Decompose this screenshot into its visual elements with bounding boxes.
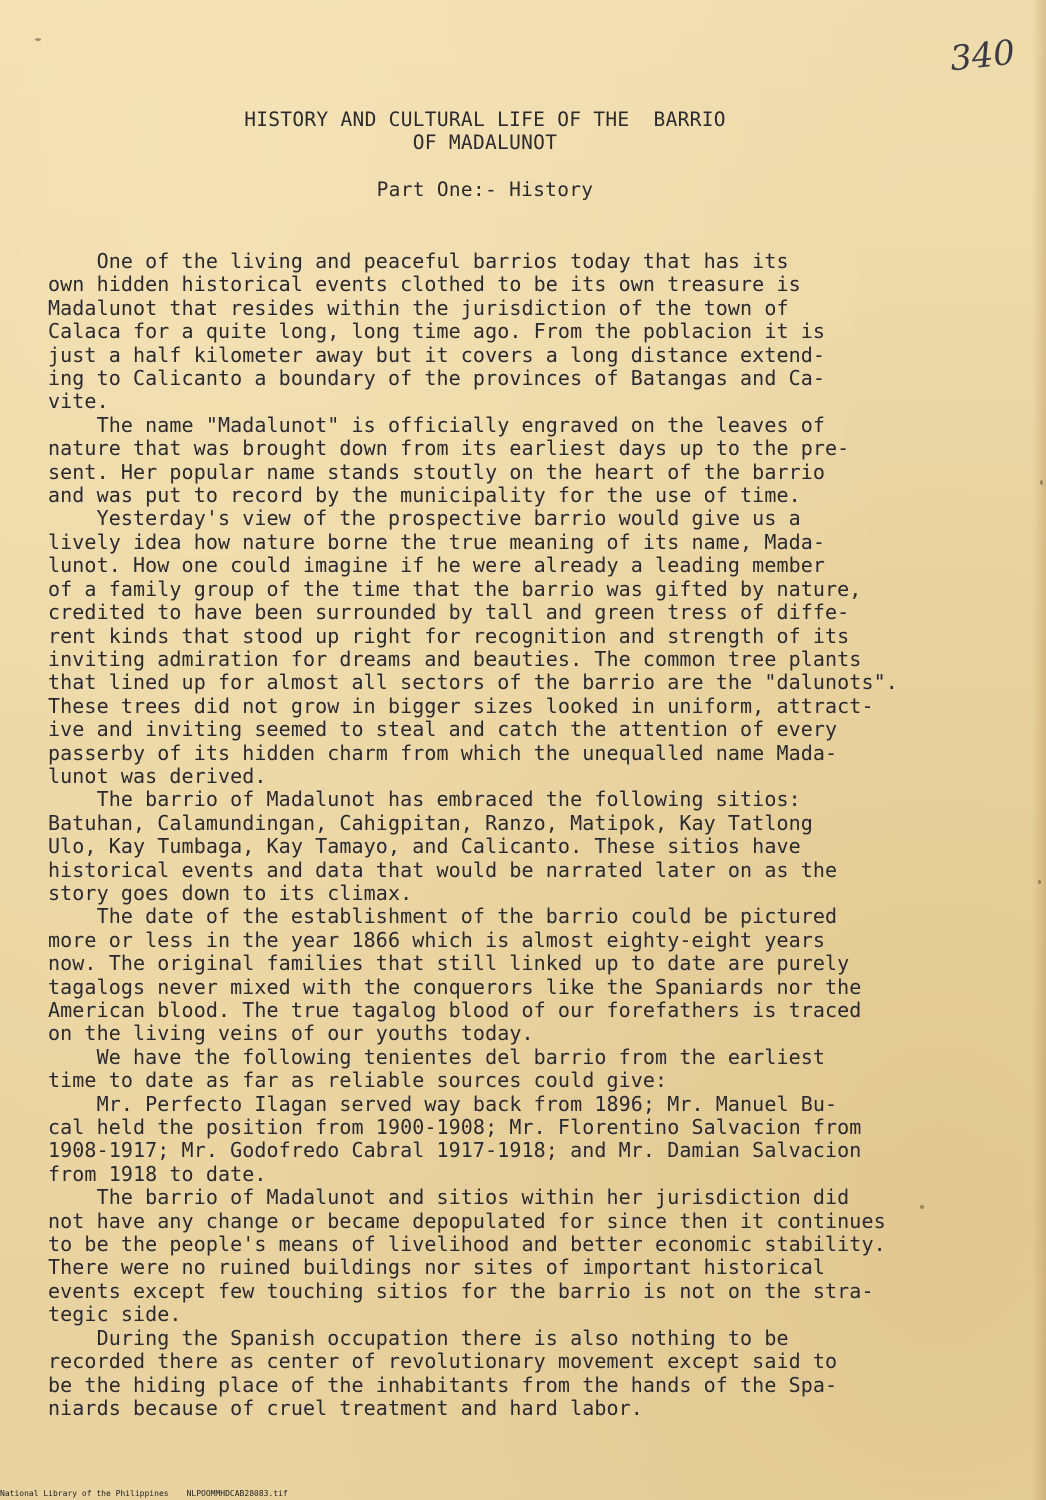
body-line: historical events and data that would be narrated later on as the bbox=[48, 857, 838, 882]
scan-footer bbox=[0, 1489, 306, 1498]
handwritten-page-number: 340 bbox=[948, 32, 1017, 80]
body-line: ive and inviting seemed to steal and catch the attention of every bbox=[48, 717, 838, 742]
body-line: not have any change or became depopulated for since then it continues bbox=[48, 1208, 886, 1233]
body-line: Calaca for a quite long, long time ago. From the poblacion it is bbox=[48, 319, 826, 344]
body-line: that lined up for almost all sectors of the barrio are the "dalunots". bbox=[48, 670, 898, 695]
body-line: nature that was brought down from its earliest days up to the pre- bbox=[48, 436, 850, 461]
body-line: Ulo, Kay Tumbaga, Kay Tamayo, and Calicanto. These sitios have bbox=[48, 834, 801, 859]
body-line: inviting admiration for dreams and beauties. The common tree plants bbox=[48, 646, 862, 671]
body-text bbox=[48, 250, 1038, 1420]
body-line: credited to have been surrounded by tall and green tress of diffe- bbox=[48, 600, 850, 625]
body-line: to be the people's means of livelihood and better economic stability. bbox=[48, 1232, 886, 1257]
section-subtitle: Part One:- History bbox=[376, 178, 594, 201]
body-line: The name "Madalunot" is officially engraved on the leaves of bbox=[48, 412, 826, 437]
body-line: niards because of cruel treatment and hard labor. bbox=[48, 1395, 643, 1420]
paper-speck bbox=[920, 1205, 924, 1209]
body-line: now. The original families that still linked up to date are purely bbox=[48, 951, 850, 976]
body-line: Yesterday's view of the prospective barrio would give us a bbox=[48, 506, 801, 531]
body-line: on the living veins of our youths today. bbox=[48, 1021, 534, 1046]
body-line: American blood. The true tagalog blood of our forefathers is traced bbox=[48, 998, 862, 1022]
body-line: These trees did not grow in bigger sizes looked in uniform, attract- bbox=[48, 693, 874, 718]
body-line: be the hiding place of the inhabitants from the hands of the Spa- bbox=[48, 1372, 838, 1397]
body-line: During the Spanish occupation there is also nothing to be bbox=[48, 1325, 789, 1350]
paper-speck bbox=[1040, 480, 1043, 485]
body-line: One of the living and peaceful barrios today that has its bbox=[48, 249, 789, 273]
body-line: Batuhan, Calamundingan, Cahigpitan, Ranzo, Matipok, Kay Tatlong bbox=[48, 810, 813, 835]
paper-speck bbox=[1038, 880, 1041, 884]
body-line: The barrio of Madalunot has embraced the following sitios: bbox=[48, 787, 801, 812]
body-line: from 1918 to date. bbox=[48, 1161, 267, 1186]
body-line: tagalogs never mixed with the conquerors like the Spaniards nor the bbox=[48, 974, 862, 999]
body-line: sent. Her popular name stands stoutly on the heart of the barrio bbox=[48, 459, 826, 484]
body-line: 1908-1917; Mr. Godofredo Cabral 1917-1918; and Mr. Damian Salvacion bbox=[48, 1138, 862, 1163]
footer-institution: National Library of the Philippines bbox=[0, 1489, 169, 1498]
body-line: time to date as far as reliable sources could give: bbox=[48, 1068, 668, 1093]
body-line: own hidden historical events clothed to be its own treasure is bbox=[48, 272, 801, 297]
body-line: We have the following tenientes del barrio from the earliest bbox=[48, 1044, 826, 1069]
body-line: just a half kilometer away but it covers a long distance extend- bbox=[48, 342, 826, 367]
body-line: recorded there as center of revolutionary movement except said to bbox=[48, 1349, 838, 1374]
body-line: passerby of its hidden charm from which the unequalled name Mada- bbox=[48, 740, 838, 765]
body-line: story goes down to its climax. bbox=[48, 880, 413, 905]
body-line: vite. bbox=[48, 389, 109, 414]
document-title bbox=[0, 108, 970, 154]
body-line: lunot was derived. bbox=[48, 763, 267, 788]
body-line: The barrio of Madalunot and sitios within her jurisdiction did bbox=[48, 1185, 850, 1210]
body-line: of a family group of the time that the barrio was gifted by nature, bbox=[48, 576, 862, 601]
body-line: events except few touching sitios for the barrio is not on the stra- bbox=[48, 1278, 874, 1303]
body-line: lively idea how nature borne the true meaning of its name, Mada- bbox=[48, 529, 826, 554]
body-line: cal held the position from 1900-1908; Mr. Florentino Salvacion from bbox=[48, 1115, 862, 1140]
body-line: ing to Calicanto a boundary of the provinces of Batangas and Ca- bbox=[48, 366, 826, 391]
body-line: more or less in the year 1866 which is almost eighty-eight years bbox=[48, 927, 826, 952]
title-line-1: HISTORY AND CULTURAL LIFE OF THE BARRIO bbox=[244, 108, 726, 131]
body-line: and was put to record by the municipality for the use of time. bbox=[48, 483, 801, 508]
body-line: Mr. Perfecto Ilagan served way back from 1896; Mr. Manuel Bu- bbox=[48, 1091, 838, 1116]
body-line: lunot. How one could imagine if he were already a leading member bbox=[48, 553, 826, 578]
body-line: rent kinds that stood up right for recognition and strength of its bbox=[48, 623, 850, 648]
paper-speck bbox=[35, 38, 41, 41]
body-line: The date of the establishment of the barrio could be pictured bbox=[48, 904, 838, 929]
body-line: Madalunot that resides within the jurisdiction of the town of bbox=[48, 295, 789, 320]
body-line: There were no ruined buildings nor sites of important historical bbox=[48, 1255, 826, 1280]
title-line-2: OF MADALUNOT bbox=[412, 131, 558, 154]
footer-filename: NLPOOMMHDCAB28083.tif bbox=[186, 1489, 288, 1498]
body-line: tegic side. bbox=[48, 1302, 182, 1327]
